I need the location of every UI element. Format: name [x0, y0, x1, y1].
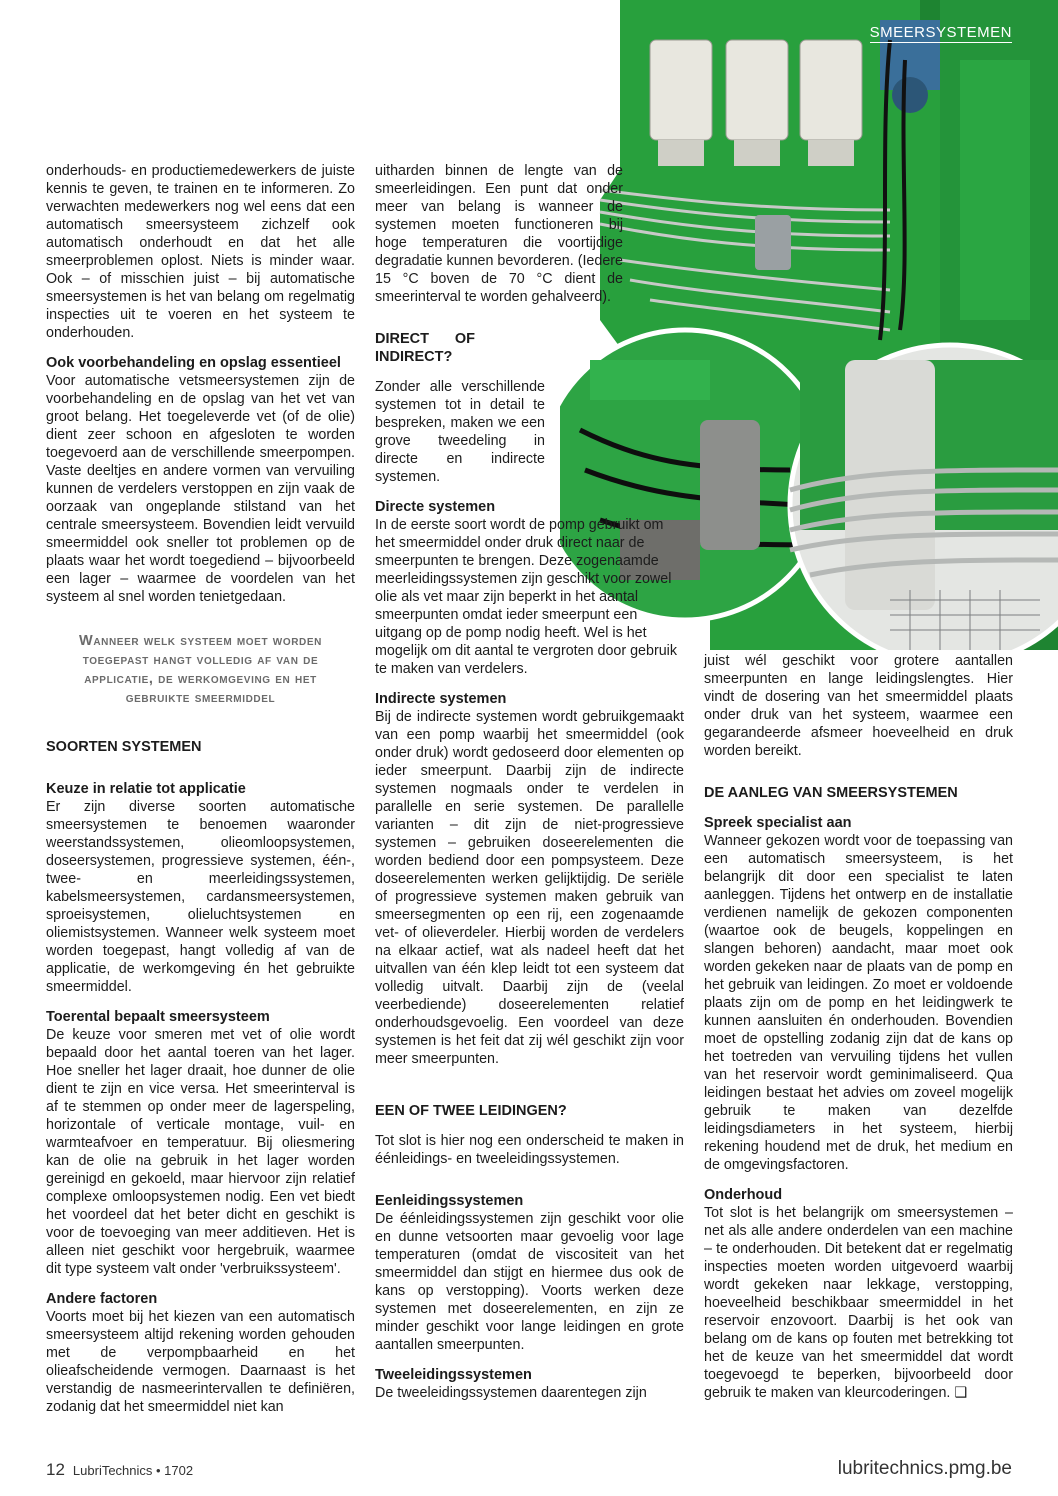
paragraph-toerental: De keuze voor smeren met vet of olie wordt bepaald door het aantal toeren van het lager. Hoe sneller het lager draait, hoe dunner de olie dient te zijn en vice versa. Het smeerinterval is af te stemmen op onder meer de lagerspeling, horizontale of verticale montage, vuil- en warmteafvoer en temperatuur. Bij oliesmering kan de olie na gebruik in het lager worden gereinigd en gekoeld, maar hiervoor zijn relatief complexe omloopsystemen nodig. Een vet biedt het voordeel dat het beter dicht en geschikt is voor de toevoeging van meer additieven. Het is alleen niet geschikt voor hergebruik, waarmee dit type systeem valt onder 'verbruikssysteem'.: [46, 1027, 355, 1277]
website-link[interactable]: lubritechnics.pmg.be: [837, 1458, 1012, 1479]
heading-opslag: Ook voorbehandeling en opslag essentieel: [46, 355, 341, 371]
paragraph-directe: In de eerste soort wordt de pomp gebruikt om het smeermiddel onder druk direct naar de smeerpunten te brengen. Deze zogenaamde meerleidingssystemen zijn geschikt voor zowel olie als vet maar zijn beperkt in het aantal smeerpunten omdat ieder smeerpunt een uitgang op de pomp nodig heeft. Wel is het mogelijk om dit aantal te vergroten door gebruik te maken van verdelers.: [375, 517, 677, 677]
paragraph-eenleiding: De éénleidingssystemen zijn geschikt voor olie en dunne vetsoorten maar gevoelig voor lage temperaturen (omdat de viscositeit van het smeermiddel dan stijgt en hiermee dus ook de kans op verstopping). Voorts werken deze systemen met doseerelementen, en zijn ze minder geschikt voor lange leidingen en grote aantallen smeerpunten.: [375, 1211, 684, 1353]
onderhoud-text: Tot slot is het belangrijk om smeersystemen – net als alle andere onderdelen van een machine – te onderhouden. Dit betekent dat er regelmatig inspecties moeten worden uitgevoerd waarbij wordt gekeken naar lekkage, verstopping, hoeveelheid beschikbaar smeermiddel in het reservoir enzovoort. Daarbij is het ook van belang om de kans op fouten met betrekking tot het de keuze van het smeermiddel dat wordt toegevoegd te beperken, bijvoorbeeld door gebruik te maken van kleurcoderingen.: [704, 1205, 1013, 1401]
heading-direct: DIRECT OF INDIRECT?: [375, 331, 475, 365]
heading-tweeleiding: Tweeleidingssystemen: [375, 1367, 532, 1383]
section-tag: SMEERSYSTEMEN: [869, 24, 1012, 41]
footer-left: [46, 1460, 193, 1480]
col3-intro: juist wél geschikt voor grotere aantallen smeerpunten en lange leidingslengtes. Hier vindt de dosering van het smeermiddel plaats onder druk van het systeem, waarmee een gegarandeerde afsmeer hoeveelheid en druk worden bereikt.: [704, 653, 1013, 759]
paragraph-andere: Voorts moet bij het kiezen van een automatisch smeersysteem altijd rekening worden gehouden met de verpompbaarheid en het olieafscheidende vermogen. Daarnaast is het verstandig de nasmeerintervallen te definiëren, zodanig dat het smeermiddel niet kan: [46, 1309, 355, 1415]
column-3: [704, 652, 1013, 1402]
heading-leidingen: EEN OF TWEE LEIDINGEN?: [375, 1103, 567, 1119]
col2-intro: uitharden binnen de lengte van de smeerleidingen. Een punt dat onder meer van belang is wanneer de systemen moeten functioneren bij hoge temperaturen die voortijdige degradatie kunnen bevorderen. (Iedere 15 °C boven de 70 °C dient de smeerinterval te worden gehalveerd).: [375, 163, 623, 305]
heading-onderhoud: Onderhoud: [704, 1187, 783, 1203]
pull-quote: Wanneer welk systeem moet worden toegepast hangt volledig af van de applicatie, de werkomgeving en het gebruikte smeermiddel: [79, 633, 322, 706]
paragraph-opslag: Voor automatische vetsmeersystemen zijn de voorbehandeling en de opslag van het vet van groot belang. Het toegeleverde vet (of de olie) dient zeer schoon en afgesloten te worden toegevoerd aan de verschillende smeerpompen. Vaste deeltjes en andere vormen van vervuiling kunnen de verdelers verstoppen en zijn vaak de oorzaak van ongeplande stilstand van het centrale smeersysteem. Bovendien leidt vervuild smeermiddel ook sneller tot problemen op de plaats waar het wordt toegediend – bijvoorbeeld een lager – waarmee de voordelen van het systeem al snel worden tenietgedaan.: [46, 373, 355, 605]
heading-andere: Andere factoren: [46, 1291, 158, 1307]
column-1: [46, 162, 355, 1416]
paragraph-keuze: Er zijn diverse soorten automatische smeersystemen te benoemen waaronder weerstandssystemen, olieomloopsystemen, doseersystemen, progressieve systemen, één-, twee- en meerleidingssystemen, kabelsmeersystemen, cardansmeersystemen, sproeisystemen, olieluchtsystemen en oliemistsystemen. Wanneer welk systeem moet worden toegepast, hangt volledig af van de applicatie, de werkomgeving én het gebruikte smeermiddel.: [46, 799, 355, 995]
paragraph-indirecte: Bij de indirecte systemen wordt gebruikgemaakt van een pomp waarbij het smeermiddel (ook onder druk) wordt gedoseerd door elementen op ieder smeerpunt. Daarbij zijn de indirecte systemen nogmaals onder te verdelen in parallelle en serie systemen. De parallelle varianten – dit zijn de niet-progressieve systemen – gebruiken doseerelementen die worden bediend door een pompsysteem. Deze doseerelementen werken gelijktijdig. De seriële of progressieve systemen maken gebruik van smeersegmenten op een rij, een zogenaamde vet- of olieverdeler. Hierbij worden de verdelers na elkaar actief, wat als nadeel heeft dat het uitvallen van één klep leidt tot een systeem dat volledig uitvalt. Daarbij zijn de (veelal veerbediende) doseerelementen relatief onderhoudsgevoelig. Een voordeel van deze systemen is het feit dat zij wél geschikt zijn voor meer smeerpunten.: [375, 709, 684, 1067]
heading-aanleg: DE AANLEG VAN SMEERSYSTEMEN: [704, 785, 958, 801]
heading-specialist: Spreek specialist aan: [704, 815, 852, 831]
heading-eenleiding: Eenleidingssystemen: [375, 1193, 524, 1209]
paragraph-onderhoud: [704, 1204, 1013, 1402]
paragraph-leidingen: Tot slot is hier nog een onderscheid te maken in éénleidings- en tweeleidingssystemen.: [375, 1133, 684, 1167]
heading-toerental: Toerental bepaalt smeersysteem: [46, 1009, 270, 1025]
heading-indirecte: Indirecte systemen: [375, 691, 507, 707]
heading-directe: Directe systemen: [375, 499, 496, 515]
column-2: [375, 162, 684, 1402]
paragraph-specialist: Wanneer gekozen wordt voor de toepassing van een automatisch smeersysteem, is het belangrijk dit door een specialist te laten aanleggen. Tijdens het ontwerp en de installatie verdienen namelijk de gekozen componenten (waartoe ook de beugels, koppelingen en slangen behoren) aandacht, maar moet ook worden gekeken naar de plaats van de pomp en het gebruik van leidingen. Zo moet er voldoende plaats zijn om de pomp en het leidingwerk te kunnen aansluiten én onderhouden. Bovendien moet de opstelling zodanig zijn dat de kans op het toetreden van vervuiling tijdens het vullen van het reservoir wordt geminimaliseerd. Qua leidingen bestaat het advies om zoveel mogelijk gebruik te maken van dezelfde leidingsdiameters in het systeem, hierbij rekening houdend met de druk, het medium en de omgevingsfactoren.: [704, 833, 1013, 1173]
col1-intro: onderhouds- en productiemedewerkers de juiste kennis te geven, te trainen en te informeren. Zo verwachten medewerkers nog wel eens dat een automatisch smeersysteem zichzelf ook automatisch onderhoudt en dat het alle smeerproblemen oplost. Niets is minder waar. Ook – of misschien juist – bij automatische smeersystemen is het van belang om regelmatig inspecties uit te voeren en het systeem te onderhouden.: [46, 163, 355, 341]
heading-keuze: Keuze in relatie tot applicatie: [46, 781, 246, 797]
paragraph-tweeleiding: De tweeleidingssystemen daarentegen zijn: [375, 1385, 647, 1401]
paragraph-direct: Zonder alle verschillende systemen tot in detail te bespreken, maken we een grove tweedeling in directe en indirecte systemen.: [375, 379, 545, 485]
page-number: 12: [46, 1460, 65, 1479]
publication-name: LubriTechnics • 1702: [72, 1463, 194, 1478]
heading-soorten: SOORTEN SYSTEMEN: [46, 739, 202, 755]
end-mark-icon: ❑: [950, 1385, 968, 1401]
